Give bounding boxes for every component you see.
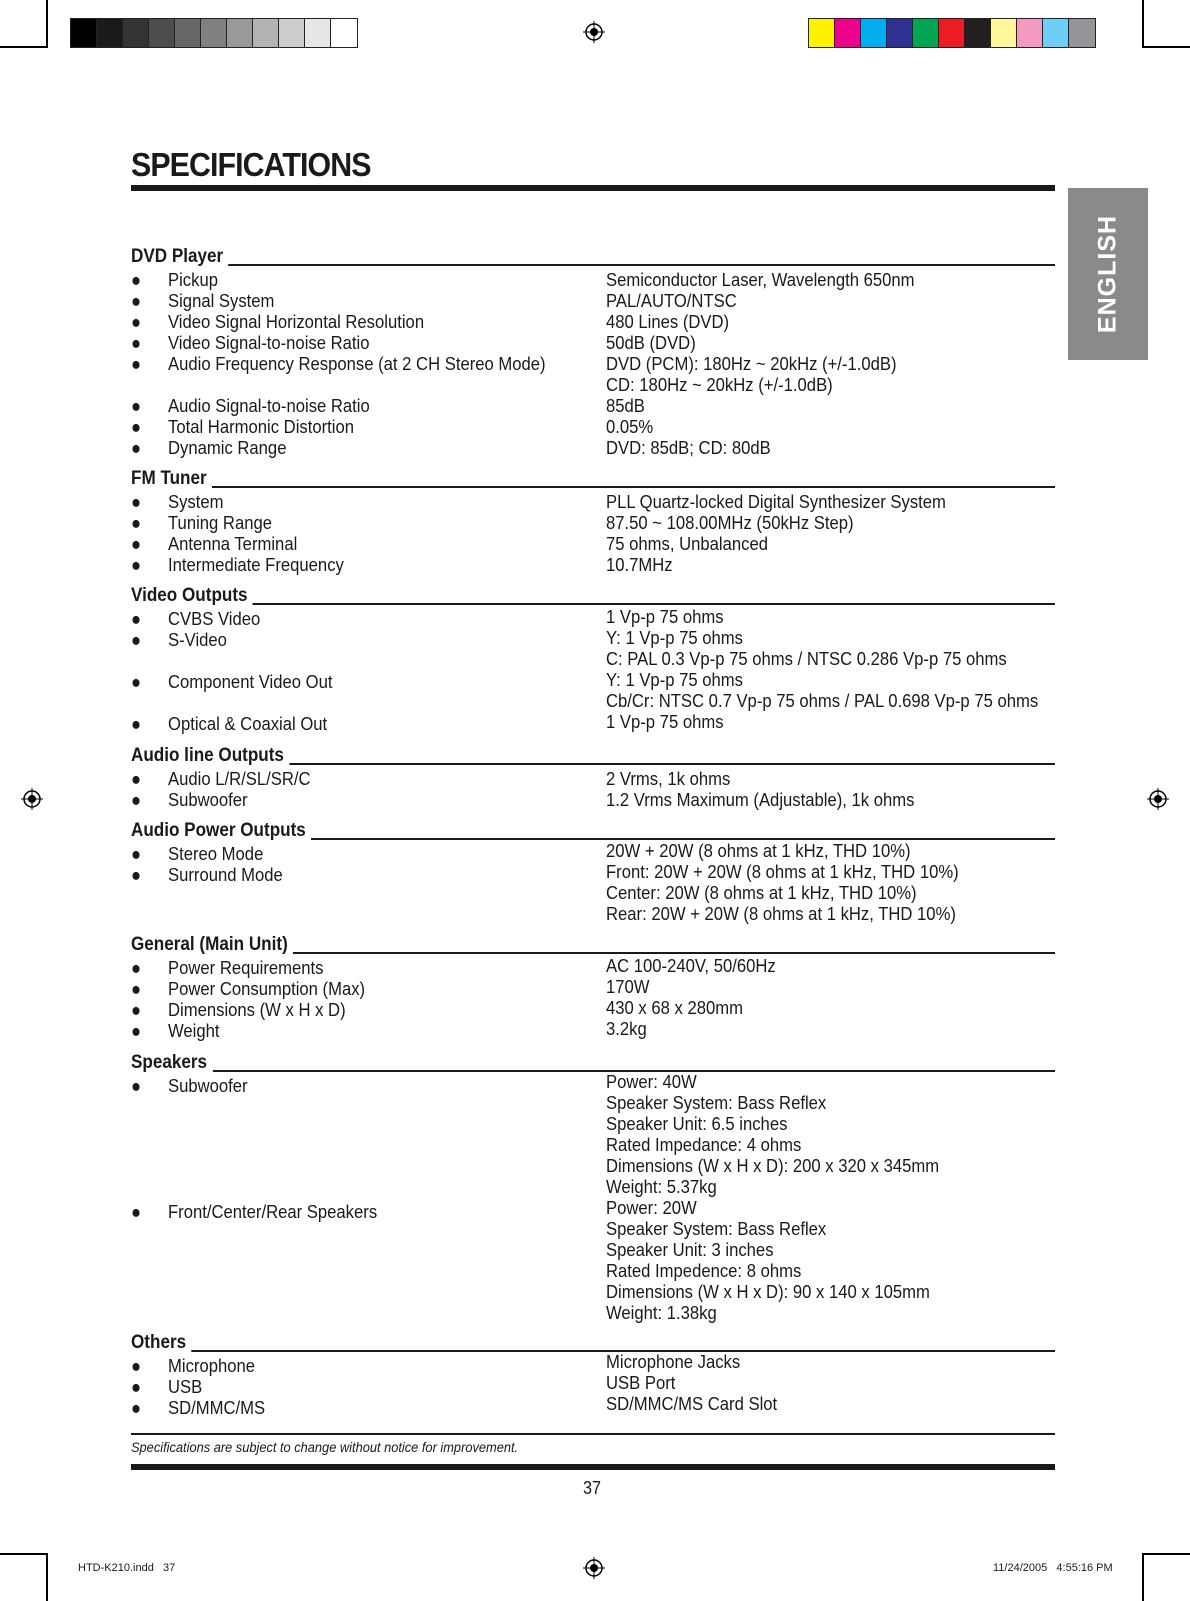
bullet-icon: ● xyxy=(131,608,142,629)
crop-mark xyxy=(0,46,48,48)
bullet-icon: ● xyxy=(131,789,142,810)
language-tab xyxy=(1068,188,1148,360)
spec-label: CVBS Video xyxy=(168,608,261,629)
spec-label: Dimensions (W x H x D) xyxy=(168,999,346,1020)
page-title: SPECIFICATIONS xyxy=(131,146,371,183)
spec-value: Speaker System: Bass Reflex xyxy=(606,1092,827,1113)
spec-label: Subwoofer xyxy=(168,789,248,810)
spec-label: Front/Center/Rear Speakers xyxy=(168,1201,378,1222)
color-swatch xyxy=(123,19,149,47)
section-rule xyxy=(131,603,1055,605)
spec-value: Speaker Unit: 3 inches xyxy=(606,1239,774,1260)
section-header xyxy=(131,466,1055,488)
spec-value: 480 Lines (DVD) xyxy=(606,311,730,332)
spec-value: Weight: 5.37kg xyxy=(606,1176,717,1197)
section-title: General (Main Unit) xyxy=(131,934,293,956)
spec-label: Audio L/R/SL/SR/C xyxy=(168,768,311,789)
bullet-icon: ● xyxy=(131,332,142,353)
crop-mark xyxy=(0,1553,48,1555)
color-swatch xyxy=(835,19,861,47)
color-swatch xyxy=(149,19,175,47)
color-swatch xyxy=(913,19,939,47)
spec-value: 170W xyxy=(606,976,650,997)
color-swatch xyxy=(939,19,965,47)
spec-label: Tuning Range xyxy=(168,512,272,533)
bullet-icon: ● xyxy=(131,437,142,458)
spec-value: Cb/Cr: NTSC 0.7 Vp-p 75 ohms / PAL 0.698 Vp-p 75 ohms xyxy=(606,690,1039,711)
bullet-icon: ● xyxy=(131,269,142,290)
spec-value: Speaker Unit: 6.5 inches xyxy=(606,1113,788,1134)
bottom-rule xyxy=(131,1464,1055,1470)
spec-label: Optical & Coaxial Out xyxy=(168,713,328,734)
bullet-icon: ● xyxy=(131,290,142,311)
spec-value: Speaker System: Bass Reflex xyxy=(606,1218,827,1239)
crop-mark xyxy=(1142,1553,1144,1601)
color-swatch xyxy=(305,19,331,47)
section-header xyxy=(131,932,1055,954)
bullet-icon: ● xyxy=(131,554,142,575)
spec-label: Power Requirements xyxy=(168,957,324,978)
spec-value: CD: 180Hz ~ 20kHz (+/-1.0dB) xyxy=(606,374,833,395)
color-swatch xyxy=(279,19,305,47)
bullet-icon: ● xyxy=(131,1020,142,1041)
section-header xyxy=(131,743,1055,765)
spec-label: Signal System xyxy=(168,290,275,311)
section-rule xyxy=(131,264,1055,266)
spec-value: 1.2 Vrms Maximum (Adjustable), 1k ohms xyxy=(606,789,915,810)
spec-value: PLL Quartz-locked Digital Synthesizer System xyxy=(606,491,946,512)
bullet-icon: ● xyxy=(131,311,142,332)
process-color-bar xyxy=(808,18,1096,48)
registration-mark-icon xyxy=(21,788,43,810)
spec-label: Audio Signal-to-noise Ratio xyxy=(168,395,370,416)
spec-value: Rear: 20W + 20W (8 ohms at 1 kHz, THD 10%) xyxy=(606,903,956,924)
spec-label: Antenna Terminal xyxy=(168,533,298,554)
page-number: 37 xyxy=(583,1478,602,1498)
spec-value: Microphone Jacks xyxy=(606,1351,741,1372)
section-title: Video Outputs xyxy=(131,585,253,607)
bullet-icon: ● xyxy=(131,978,142,999)
section-title: Audio Power Outputs xyxy=(131,820,311,842)
color-swatch xyxy=(991,19,1017,47)
bullet-icon: ● xyxy=(131,491,142,512)
spec-value: Rated Impedence: 8 ohms xyxy=(606,1260,802,1281)
spec-label: Video Signal-to-noise Ratio xyxy=(168,332,370,353)
color-swatch xyxy=(331,19,357,47)
spec-value: SD/MMC/MS Card Slot xyxy=(606,1393,778,1414)
bullet-icon: ● xyxy=(131,1355,142,1376)
spec-label: Surround Mode xyxy=(168,864,283,885)
section-title: Speakers xyxy=(131,1052,212,1074)
color-swatch xyxy=(1017,19,1043,47)
crop-mark xyxy=(46,1553,48,1601)
color-swatch xyxy=(97,19,123,47)
spec-value: 430 x 68 x 280mm xyxy=(606,997,743,1018)
section-rule xyxy=(131,1070,1055,1072)
spec-value: DVD: 85dB; CD: 80dB xyxy=(606,437,771,458)
spec-value: 20W + 20W (8 ohms at 1 kHz, THD 10%) xyxy=(606,840,911,861)
bullet-icon: ● xyxy=(131,957,142,978)
section-title: DVD Player xyxy=(131,246,229,268)
section-title: FM Tuner xyxy=(131,468,212,490)
spec-value: Power: 40W xyxy=(606,1071,697,1092)
spec-value: 0.05% xyxy=(606,416,654,437)
spec-label: Video Signal Horizontal Resolution xyxy=(168,311,425,332)
crop-mark xyxy=(46,0,48,48)
registration-mark-icon xyxy=(1147,788,1169,810)
color-swatch xyxy=(253,19,279,47)
bullet-icon: ● xyxy=(131,533,142,554)
color-swatch xyxy=(861,19,887,47)
bullet-icon: ● xyxy=(131,1397,142,1418)
spec-value: 10.7MHz xyxy=(606,554,673,575)
spec-value: Weight: 1.38kg xyxy=(606,1302,717,1323)
slug-file-name: HTD-K210.indd 37 xyxy=(78,1562,176,1574)
color-swatch xyxy=(887,19,913,47)
spec-value: Rated Impedance: 4 ohms xyxy=(606,1134,802,1155)
bullet-icon: ● xyxy=(131,629,142,650)
bullet-icon: ● xyxy=(131,1075,142,1096)
registration-mark-icon xyxy=(583,1557,605,1579)
spec-value: Power: 20W xyxy=(606,1197,697,1218)
crop-mark xyxy=(1142,46,1190,48)
bullet-icon: ● xyxy=(131,353,142,374)
spec-value: 2 Vrms, 1k ohms xyxy=(606,768,731,789)
spec-label: USB xyxy=(168,1376,203,1397)
color-swatch xyxy=(965,19,991,47)
slug-timestamp: 11/24/2005 4:55:16 PM xyxy=(993,1562,1113,1574)
footer-rule xyxy=(131,1433,1055,1435)
section-rule xyxy=(131,486,1055,488)
language-tab-label: ENGLISH xyxy=(1093,214,1122,334)
spec-value: Dimensions (W x H x D): 90 x 140 x 105mm xyxy=(606,1281,930,1302)
spec-value: 87.50 ~ 108.00MHz (50kHz Step) xyxy=(606,512,854,533)
section-title: Others xyxy=(131,1332,192,1354)
spec-value: 1 Vp-p 75 ohms xyxy=(606,711,724,732)
crop-mark xyxy=(1142,0,1144,48)
spec-value: Semiconductor Laser, Wavelength 650nm xyxy=(606,269,915,290)
spec-value: AC 100-240V, 50/60Hz xyxy=(606,955,776,976)
spec-value: PAL/AUTO/NTSC xyxy=(606,290,737,311)
bullet-icon: ● xyxy=(131,999,142,1020)
color-swatch xyxy=(201,19,227,47)
section-header xyxy=(131,583,1055,605)
spec-label: Power Consumption (Max) xyxy=(168,978,366,999)
section-header xyxy=(131,244,1055,266)
color-swatch xyxy=(71,19,97,47)
spec-value: DVD (PCM): 180Hz ~ 20kHz (+/-1.0dB) xyxy=(606,353,897,374)
bullet-icon: ● xyxy=(131,1201,142,1222)
color-swatch xyxy=(809,19,835,47)
bullet-icon: ● xyxy=(131,713,142,734)
registration-mark-icon xyxy=(583,21,605,43)
spec-label: S-Video xyxy=(168,629,227,650)
disclaimer-note: Specifications are subject to change without notice for improvement. xyxy=(131,1440,519,1455)
spec-label: Weight xyxy=(168,1020,220,1041)
spec-label: SD/MMC/MS xyxy=(168,1397,266,1418)
grayscale-color-bar xyxy=(70,18,358,48)
section-title: Audio line Outputs xyxy=(131,745,289,767)
bullet-icon: ● xyxy=(131,671,142,692)
spec-label: System xyxy=(168,491,224,512)
spec-label: Total Harmonic Distortion xyxy=(168,416,354,437)
spec-value: Front: 20W + 20W (8 ohms at 1 kHz, THD 10%) xyxy=(606,861,959,882)
bullet-icon: ● xyxy=(131,1376,142,1397)
spec-label: Audio Frequency Response (at 2 CH Stereo Mode) xyxy=(168,353,546,374)
section-rule xyxy=(131,1350,1055,1352)
spec-value: Y: 1 Vp-p 75 ohms xyxy=(606,627,743,648)
spec-label: Subwoofer xyxy=(168,1075,248,1096)
spec-label: Microphone xyxy=(168,1355,256,1376)
spec-label: Dynamic Range xyxy=(168,437,287,458)
bullet-icon: ● xyxy=(131,416,142,437)
spec-value: USB Port xyxy=(606,1372,676,1393)
spec-label: Intermediate Frequency xyxy=(168,554,344,575)
bullet-icon: ● xyxy=(131,512,142,533)
bullet-icon: ● xyxy=(131,864,142,885)
spec-value: 1 Vp-p 75 ohms xyxy=(606,606,724,627)
title-rule xyxy=(131,185,1055,191)
bullet-icon: ● xyxy=(131,768,142,789)
bullet-icon: ● xyxy=(131,843,142,864)
color-swatch xyxy=(1043,19,1069,47)
spec-label: Pickup xyxy=(168,269,218,290)
spec-value: 85dB xyxy=(606,395,645,416)
spec-value: 50dB (DVD) xyxy=(606,332,696,353)
spec-value: C: PAL 0.3 Vp-p 75 ohms / NTSC 0.286 Vp-p 75 ohms xyxy=(606,648,1007,669)
spec-value: Center: 20W (8 ohms at 1 kHz, THD 10%) xyxy=(606,882,917,903)
section-header xyxy=(131,818,1055,840)
spec-value: 75 ohms, Unbalanced xyxy=(606,533,768,554)
spec-value: Dimensions (W x H x D): 200 x 320 x 345mm xyxy=(606,1155,940,1176)
color-swatch xyxy=(227,19,253,47)
spec-label: Component Video Out xyxy=(168,671,333,692)
section-header xyxy=(131,1330,1055,1352)
bullet-icon: ● xyxy=(131,395,142,416)
spec-value: 3.2kg xyxy=(606,1018,647,1039)
crop-mark xyxy=(1142,1553,1190,1555)
spec-label: Stereo Mode xyxy=(168,843,264,864)
color-swatch xyxy=(175,19,201,47)
color-swatch xyxy=(1069,19,1095,47)
section-header xyxy=(131,1050,1055,1072)
spec-value: Y: 1 Vp-p 75 ohms xyxy=(606,669,743,690)
